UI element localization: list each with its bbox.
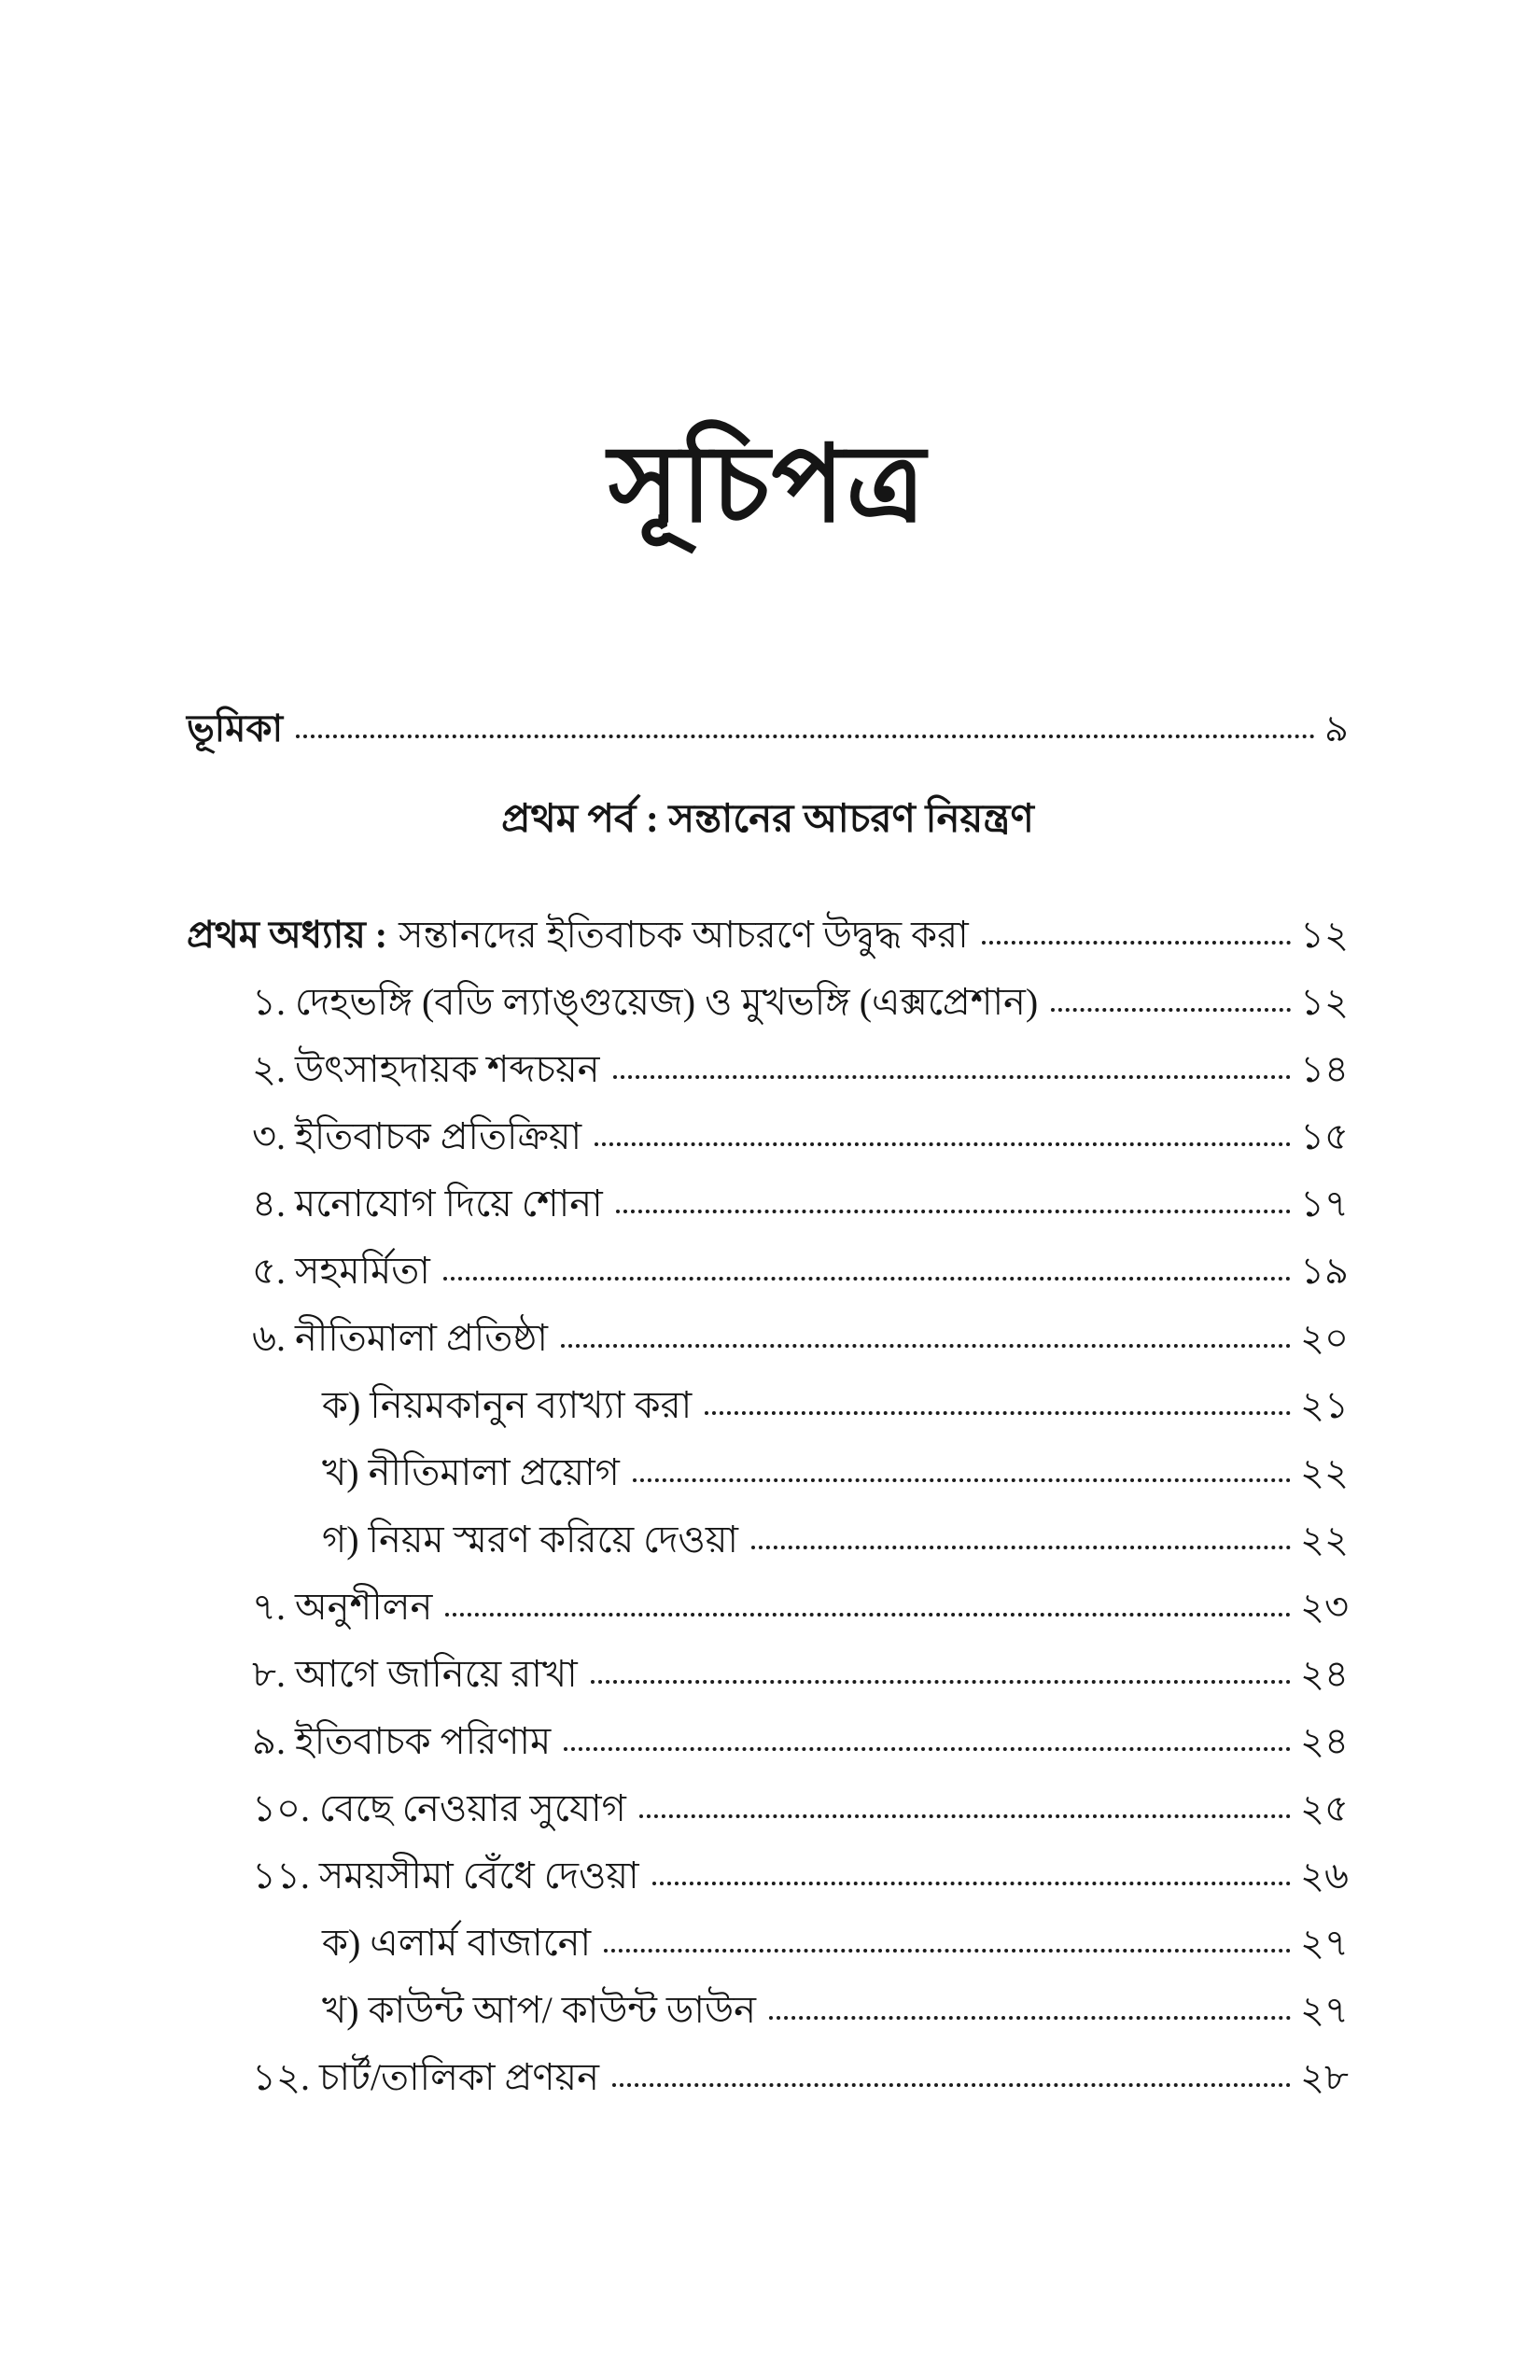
toc-item-label: ক) এলার্ম বাজানো <box>322 1922 592 1964</box>
page-number: ৯ <box>1324 707 1349 749</box>
toc-row <box>187 1574 1349 1641</box>
toc-item-label: ১. দেহভঙ্গি (বডি ল্যাঙ্গুয়েজ) ও মুখভঙ্গি (এক্সপ্রেশান) <box>252 981 1039 1023</box>
dot-leader <box>705 1411 1291 1415</box>
intro-label: ভূমিকা <box>187 707 284 749</box>
page-number: ২০ <box>1299 1317 1349 1359</box>
page-number: ২৩ <box>1299 1586 1349 1628</box>
toc-row <box>187 969 1349 1036</box>
dot-leader <box>982 941 1291 945</box>
chapter-row <box>187 902 1349 969</box>
toc-intro-row <box>187 695 1349 763</box>
toc-content <box>187 373 1349 2111</box>
page-number: ১২ <box>1300 981 1349 1023</box>
toc-item-label: ৪. মনোযোগ দিয়ে শোনা <box>252 1183 603 1225</box>
toc-row <box>187 2044 1349 2111</box>
toc-subrow <box>187 1910 1349 1977</box>
toc-subrow <box>187 1506 1349 1574</box>
dot-leader <box>1051 1008 1291 1012</box>
dot-leader <box>296 735 1315 738</box>
page-number: ২৬ <box>1299 1855 1349 1897</box>
dot-leader <box>751 1546 1291 1549</box>
dot-leader <box>769 2016 1291 2020</box>
dot-leader <box>652 1882 1291 1885</box>
toc-item-label: খ) কাউন্ট আপ/ কাউন্ট ডাউন <box>322 1989 757 2031</box>
toc-subrow <box>187 1372 1349 1439</box>
chapter-prefix: প্রথম অধ্যায় : <box>187 914 388 956</box>
toc-row <box>187 1708 1349 1775</box>
toc-row <box>187 1842 1349 1910</box>
toc-row <box>187 1103 1349 1170</box>
dot-leader <box>616 1210 1291 1213</box>
page-number: ২৮ <box>1300 2056 1349 2098</box>
page-number: ২৪ <box>1300 1653 1349 1695</box>
page-number: ১৯ <box>1300 1250 1349 1292</box>
dot-leader <box>445 1613 1291 1617</box>
page-number: ২৭ <box>1299 1989 1349 2031</box>
toc-item-label: ১২. চার্ট/তালিকা প্রণয়ন <box>252 2056 599 2098</box>
page-number: ২৫ <box>1300 1787 1349 1829</box>
dot-leader <box>591 1680 1291 1684</box>
part-heading: প্রথম পর্ব : সন্তানের আচরণ নিয়ন্ত্রণ <box>501 798 1034 841</box>
toc-item-label: খ) নীতিমালা প্রয়োগ <box>322 1451 620 1493</box>
page-title: সূচিপত্র <box>608 426 928 544</box>
page-number: ২৪ <box>1300 1720 1349 1762</box>
dot-leader <box>612 2083 1291 2087</box>
page-number: ২২ <box>1299 1451 1349 1493</box>
toc-item-label: ১১. সময়সীমা বেঁধে দেওয়া <box>252 1855 639 1897</box>
dot-leader <box>604 1949 1291 1953</box>
toc-row <box>187 1036 1349 1103</box>
toc-list <box>187 902 1349 2111</box>
toc-row <box>187 1238 1349 1305</box>
toc-row <box>187 1170 1349 1238</box>
toc-subrow <box>187 1439 1349 1506</box>
toc-row <box>187 1641 1349 1708</box>
page-number: ২২ <box>1299 1519 1349 1561</box>
toc-item-label: ৯. ইতিবাচক পরিণাম <box>252 1720 552 1762</box>
dot-leader <box>639 1814 1291 1818</box>
toc-subrow <box>187 1977 1349 2044</box>
toc-row <box>187 1305 1349 1372</box>
toc-item-label: গ) নিয়ম স্মরণ করিয়ে দেওয়া <box>322 1519 738 1561</box>
toc-item-label: ক) নিয়মকানুন ব্যাখ্যা করা <box>322 1384 693 1426</box>
toc-row <box>187 1775 1349 1842</box>
toc-item-label: ৮. আগে জানিয়ে রাখা <box>252 1653 578 1695</box>
page-number: ২১ <box>1300 1384 1349 1426</box>
toc-item-label: ৬. নীতিমালা প্রতিষ্ঠা <box>252 1317 548 1359</box>
dot-leader <box>443 1277 1291 1281</box>
dot-leader <box>633 1478 1291 1482</box>
toc-item-label: ৭. অনুশীলন <box>252 1586 433 1628</box>
dot-leader <box>561 1344 1291 1348</box>
page-number: ১২ <box>1300 914 1349 956</box>
dot-leader <box>564 1747 1291 1751</box>
dot-leader <box>595 1142 1291 1146</box>
toc-item-label: ৫. সহমর্মিতা <box>252 1250 430 1292</box>
dot-leader <box>613 1075 1292 1079</box>
page-number: ১৭ <box>1300 1183 1349 1225</box>
page-number: ১৫ <box>1300 1115 1349 1157</box>
toc-item-label: ৩. ইতিবাচক প্রতিক্রিয়া <box>252 1115 582 1157</box>
toc-item-label: ২. উৎসাহদায়ক শব্দচয়ন <box>252 1048 600 1090</box>
chapter-label <box>187 902 969 969</box>
chapter-title: সন্তানদের ইতিবাচক আচরণে উদ্বুদ্ধ করা <box>399 914 969 956</box>
toc-item-label: ১০. বেছে নেওয়ার সুযোগ <box>252 1787 626 1829</box>
page-number: ১৪ <box>1300 1048 1349 1090</box>
page-number: ২৭ <box>1299 1922 1349 1964</box>
